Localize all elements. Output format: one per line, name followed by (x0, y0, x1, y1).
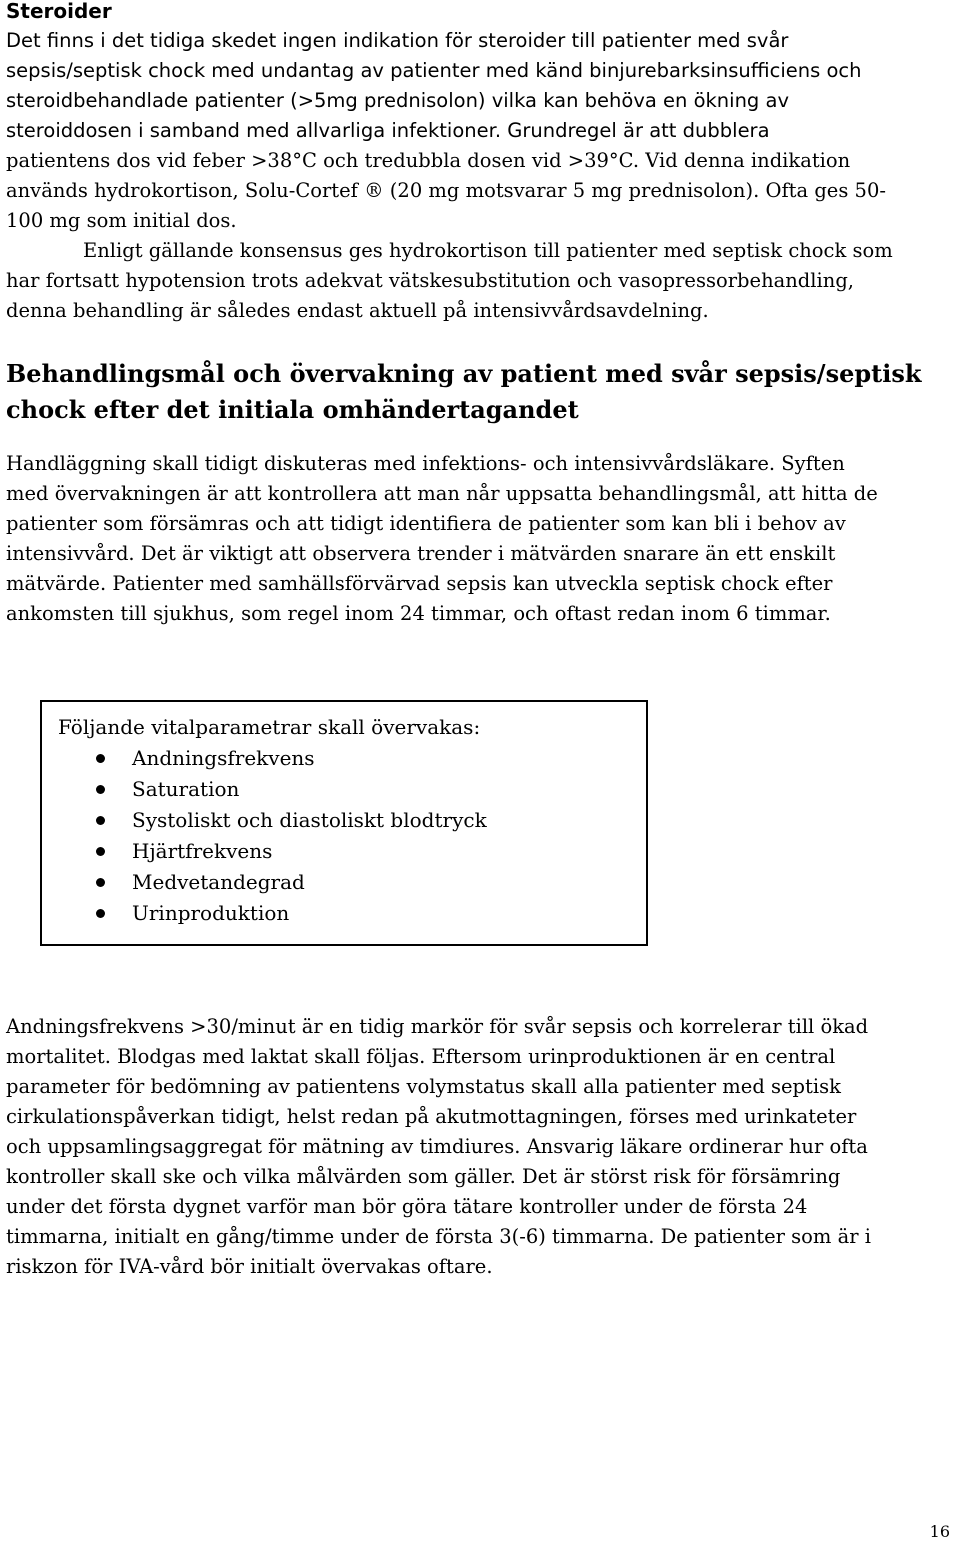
bullet-icon (96, 785, 105, 794)
andning-paragraph (6, 1012, 956, 1282)
steroider-line: 100 mg som initial dos. (6, 209, 237, 232)
steroider-line: har fortsatt hypotension trots adekvat vätskesubstitution och vasopressorbehandling, (6, 269, 855, 292)
list-item-label: Saturation (132, 777, 240, 801)
paragraph-line: timmarna, initialt en gång/timme under de första 3(-6) timmarna. De patienter som är i (6, 1225, 871, 1248)
bullet-icon (96, 754, 105, 763)
paragraph-line: Handläggning skall tidigt diskuteras med infektions- och intensivvårdsläkare. Syften (6, 452, 845, 475)
paragraph-line: intensivvård. Det är viktigt att observera trender i mätvärden snarare än ett enskilt (6, 542, 836, 565)
paragraph-line: riskzon för IVA-vård bör initialt övervakas oftare. (6, 1255, 493, 1278)
steroider-line: patientens dos vid feber >38°C och tredubbla dosen vid >39°C. Vid denna indikation (6, 149, 851, 172)
steroider-paragraph (6, 26, 956, 326)
vital-parameters-box (40, 700, 648, 946)
paragraph-line: med övervakningen är att kontrollera att man når uppsatta behandlingsmål, att hitta de (6, 482, 878, 505)
section-heading (6, 356, 956, 428)
bullet-icon (96, 909, 105, 918)
paragraph-line: patienter som försämras och att tidigt identifiera de patienter som kan bli i behov av (6, 512, 846, 535)
heading-line: chock efter det initiala omhändertagandet (6, 395, 579, 424)
bullet-icon (96, 847, 105, 856)
paragraph-line: Andningsfrekvens >30/minut är en tidig markör för svår sepsis och korrelerar till ökad (6, 1015, 869, 1038)
steroider-line: denna behandling är således endast aktuell på intensivvårdsavdelning. (6, 299, 709, 322)
paragraph-line: och uppsamlingsaggregat för mätning av timdiures. Ansvarig läkare ordinerar hur ofta (6, 1135, 868, 1158)
paragraph-line: parameter för bedömning av patientens volymstatus skall alla patienter med septisk (6, 1075, 841, 1098)
list-item-label: Medvetandegrad (132, 870, 305, 894)
vital-box-title: Följande vitalparametrar skall övervakas: (58, 715, 481, 739)
steroider-line: Enligt gällande konsensus ges hydrokortison till patienter med septisk chock som (83, 239, 893, 262)
list-item-label: Urinproduktion (132, 901, 290, 925)
steroider-line: sepsis/septisk chock med undantag av patienter med känd binjurebarksinsufficiens och (6, 59, 862, 82)
handlaggning-paragraph (6, 449, 956, 629)
steroider-line: steroiddosen i samband med allvarliga infektioner. Grundregel är att dubblera (6, 119, 770, 142)
list-item-label: Andningsfrekvens (132, 746, 315, 770)
page-number: 16 (929, 1522, 950, 1541)
paragraph-line: ankomsten till sjukhus, som regel inom 24 timmar, och oftast redan inom 6 timmar. (6, 602, 831, 625)
paragraph-line: kontroller skall ske och vilka målvärden som gäller. Det är störst risk för försämring (6, 1165, 841, 1188)
paragraph-line: cirkulationspåverkan tidigt, helst redan på akutmottagningen, förses med urinkateter (6, 1105, 857, 1128)
steroider-line: steroidbehandlade patienter (>5mg prednisolon) vilka kan behöva en ökning av (6, 89, 789, 112)
bullet-icon (96, 878, 105, 887)
section-title-steroider: Steroider (6, 0, 112, 23)
heading-line: Behandlingsmål och övervakning av patient med svår sepsis/septisk (6, 359, 922, 388)
list-item-label: Systoliskt och diastoliskt blodtryck (132, 808, 487, 832)
steroider-line: används hydrokortison, Solu-Cortef ® (20 mg motsvarar 5 mg prednisolon). Ofta ges 50- (6, 179, 886, 202)
paragraph-line: mätvärde. Patienter med samhällsförvärvad sepsis kan utveckla septisk chock efter (6, 572, 833, 595)
paragraph-line: mortalitet. Blodgas med laktat skall följas. Eftersom urinproduktionen är en central (6, 1045, 836, 1068)
list-item-label: Hjärtfrekvens (132, 839, 273, 863)
paragraph-line: under det första dygnet varför man bör göra tätare kontroller under de första 24 (6, 1195, 808, 1218)
bullet-icon (96, 816, 105, 825)
steroider-line: Det finns i det tidiga skedet ingen indikation för steroider till patienter med svår (6, 29, 789, 52)
